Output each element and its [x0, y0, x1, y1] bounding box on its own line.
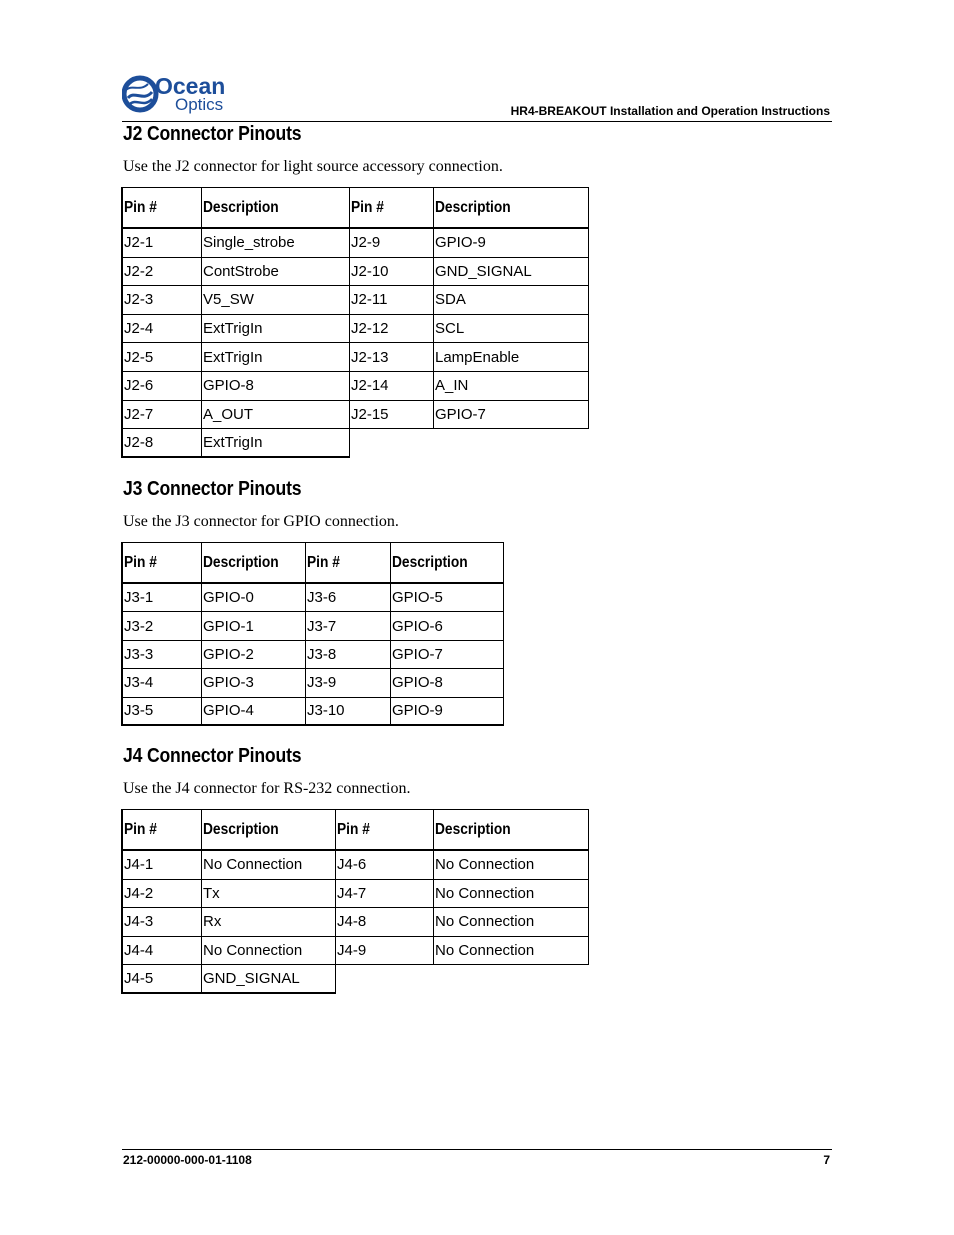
pin-cell: J2-9 [350, 229, 434, 258]
description-cell: GPIO-3 [202, 669, 306, 697]
description-cell: GPIO-5 [391, 584, 504, 612]
pin-cell: J4-6 [336, 851, 434, 880]
column-header [306, 542, 391, 584]
pin-cell: J3-4 [121, 669, 202, 697]
pin-cell: J4-2 [121, 880, 202, 909]
table-row [121, 315, 589, 344]
column-header [336, 809, 434, 851]
table-row [121, 937, 589, 966]
column-header-label: Pin # [124, 553, 157, 571]
description-cell: GPIO-0 [202, 584, 306, 612]
header-rule [122, 121, 832, 122]
j3-intro: Use the J3 connector for GPIO connection. [123, 513, 399, 530]
pin-cell: J3-6 [306, 584, 391, 612]
pin-cell: J4-8 [336, 908, 434, 937]
table-row [121, 258, 589, 287]
description-cell: No Connection [202, 937, 336, 966]
pin-cell: J3-5 [121, 698, 202, 726]
table-row [121, 401, 589, 430]
logo-word-bottom: Optics [175, 95, 224, 114]
description-cell: No Connection [202, 851, 336, 880]
description-cell: SDA [434, 286, 589, 315]
pin-cell: J2-14 [350, 372, 434, 401]
column-header-label: Description [435, 198, 511, 216]
description-cell: ExtTrigIn [202, 343, 350, 372]
table-row [121, 965, 589, 994]
pin-cell: J4-7 [336, 880, 434, 909]
column-header [434, 187, 589, 229]
description-cell: GPIO-8 [202, 372, 350, 401]
table-header-row [121, 187, 589, 229]
description-cell: GPIO-7 [434, 401, 589, 430]
description-cell: GPIO-9 [434, 229, 589, 258]
description-cell: A_OUT [202, 401, 350, 430]
pin-cell: J3-2 [121, 612, 202, 640]
table-row [121, 641, 504, 669]
description-cell: Rx [202, 908, 336, 937]
column-header-label: Pin # [337, 820, 370, 838]
logo-word-top: Ocean [155, 73, 226, 99]
pin-cell: J3-9 [306, 669, 391, 697]
table-row [121, 584, 504, 612]
column-header [202, 187, 350, 229]
pin-cell: J3-1 [121, 584, 202, 612]
pin-cell: J2-7 [121, 401, 202, 430]
pin-cell: J2-8 [121, 429, 202, 458]
ocean-optics-logo [122, 72, 242, 118]
pin-cell: J2-15 [350, 401, 434, 430]
j4-heading: J4 Connector Pinouts [123, 745, 302, 767]
description-cell: No Connection [434, 880, 589, 909]
j4-pinout-table [121, 809, 589, 994]
pin-cell: J2-5 [121, 343, 202, 372]
pin-cell: J3-3 [121, 641, 202, 669]
j2-pinout-table [121, 187, 589, 458]
ocean-optics-logo-icon [122, 72, 242, 118]
description-cell: No Connection [434, 937, 589, 966]
pin-cell: J4-9 [336, 937, 434, 966]
description-cell: GPIO-4 [202, 698, 306, 726]
j2-intro: Use the J2 connector for light source accessory connection. [123, 158, 503, 175]
description-cell: GND_SIGNAL [434, 258, 589, 287]
description-cell: SCL [434, 315, 589, 344]
description-cell: Single_strobe [202, 229, 350, 258]
description-cell: A_IN [434, 372, 589, 401]
table-row [121, 229, 589, 258]
pin-cell: J4-4 [121, 937, 202, 966]
column-header [121, 187, 202, 229]
pin-cell: J2-12 [350, 315, 434, 344]
column-header-label: Description [435, 820, 511, 838]
pin-cell: J2-13 [350, 343, 434, 372]
pin-cell: J2-2 [121, 258, 202, 287]
description-cell: V5_SW [202, 286, 350, 315]
description-cell: No Connection [434, 851, 589, 880]
column-header [121, 542, 202, 584]
table-row [121, 851, 589, 880]
table-row [121, 908, 589, 937]
j4-intro: Use the J4 connector for RS-232 connection. [123, 780, 411, 797]
table-header-row [121, 542, 504, 584]
column-header-label: Pin # [307, 553, 340, 571]
description-cell: GND_SIGNAL [202, 965, 336, 994]
footer-page-number: 7 [823, 1153, 830, 1167]
description-cell: ContStrobe [202, 258, 350, 287]
table-row [121, 698, 504, 726]
pin-cell: J2-1 [121, 229, 202, 258]
footer-doc-number: 212-00000-000-01-1108 [123, 1153, 252, 1167]
description-cell: GPIO-1 [202, 612, 306, 640]
description-cell: GPIO-6 [391, 612, 504, 640]
description-cell: GPIO-9 [391, 698, 504, 726]
table-row [121, 612, 504, 640]
column-header [121, 809, 202, 851]
column-header-label: Description [203, 820, 279, 838]
column-header-label: Description [203, 553, 279, 571]
column-header-label: Pin # [124, 198, 157, 216]
table-row [121, 372, 589, 401]
pin-cell: J3-10 [306, 698, 391, 726]
header-title: HR4-BREAKOUT Installation and Operation Instructions [510, 104, 830, 118]
j3-pinout-table [121, 542, 504, 726]
table-row [121, 880, 589, 909]
pin-cell: J2-3 [121, 286, 202, 315]
pin-cell: J4-5 [121, 965, 202, 994]
column-header [434, 809, 589, 851]
table-row [121, 286, 589, 315]
column-header [391, 542, 504, 584]
column-header [202, 542, 306, 584]
pin-cell: J2-11 [350, 286, 434, 315]
pin-cell: J4-3 [121, 908, 202, 937]
table-row [121, 669, 504, 697]
description-cell: Tx [202, 880, 336, 909]
pin-cell: J2-6 [121, 372, 202, 401]
j3-heading: J3 Connector Pinouts [123, 478, 302, 500]
column-header-label: Pin # [124, 820, 157, 838]
table-row [121, 429, 589, 458]
column-header-label: Description [392, 553, 468, 571]
description-cell: ExtTrigIn [202, 315, 350, 344]
pin-cell: J3-8 [306, 641, 391, 669]
pin-cell: J3-7 [306, 612, 391, 640]
table-row [121, 343, 589, 372]
column-header-label: Pin # [351, 198, 384, 216]
column-header-label: Description [203, 198, 279, 216]
pin-cell: J4-1 [121, 851, 202, 880]
description-cell: LampEnable [434, 343, 589, 372]
description-cell: ExtTrigIn [202, 429, 350, 458]
description-cell: GPIO-7 [391, 641, 504, 669]
column-header [350, 187, 434, 229]
description-cell: GPIO-8 [391, 669, 504, 697]
table-header-row [121, 809, 589, 851]
footer-rule [122, 1149, 832, 1150]
description-cell: No Connection [434, 908, 589, 937]
column-header [202, 809, 336, 851]
pin-cell: J2-10 [350, 258, 434, 287]
j2-heading: J2 Connector Pinouts [123, 123, 302, 145]
description-cell: GPIO-2 [202, 641, 306, 669]
pin-cell: J2-4 [121, 315, 202, 344]
